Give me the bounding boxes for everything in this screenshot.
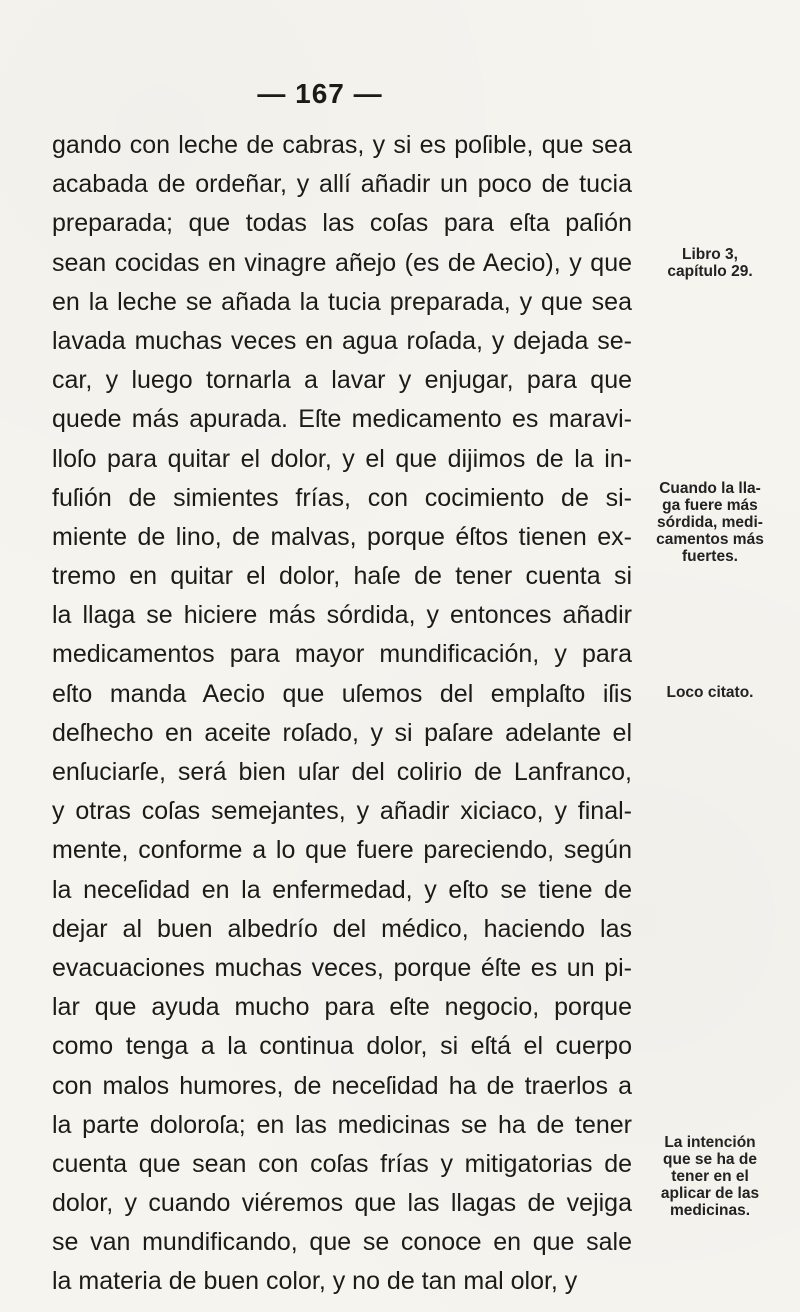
text-line: la materia de buen color, y no de tan mal olor, y <box>52 1267 578 1296</box>
text-line: la neceſidad en la enfermedad, y eſto se tiene de <box>52 875 632 904</box>
marginal-note-line: aplicar de las <box>660 1185 760 1202</box>
marginal-note-line: tener en el <box>671 1168 749 1185</box>
marginal-note-reference <box>636 246 784 280</box>
marginal-note-intention <box>636 1134 784 1219</box>
marginal-note-line: fuertes. <box>682 548 738 565</box>
marginal-note-line: camentos más <box>656 531 764 548</box>
text-line: como tenga a la continua dolor, si eſtá el cuerpo <box>52 1032 632 1061</box>
text-line: gando con leche de cabras, y si es poſible, que sea <box>52 131 632 159</box>
text-line: lloſo para quitar el dolor, y el que dijimos de la in- <box>52 444 632 473</box>
text-line: con malos humores, de neceſidad ha de traerlos a <box>52 1071 632 1100</box>
text-line: la llaga se hiciere más sórdida, y entonces añadir <box>52 601 632 630</box>
marginal-note-line: Cuando la lla- <box>659 480 761 497</box>
marginal-note-loco-citato <box>636 684 784 701</box>
marginal-note-line: Loco citato. <box>666 684 754 701</box>
text-line: quede más apurada. Eſte medicamento es maravi- <box>52 405 632 434</box>
text-line: miente de lino, de malvas, porque éſtos tienen ex- <box>52 522 632 551</box>
text-line: mente, conforme a lo que fuere pareciendo, según <box>52 836 632 865</box>
text-line: sean cocidas en vinagre añejo (es de Aecio), y que <box>52 248 632 277</box>
text-line: cuenta que sean con coſas frías y mitigatorias de <box>52 1149 632 1178</box>
text-line: dolor, y cuando viéremos que las llagas de vejiga <box>52 1189 632 1218</box>
text-line: y otras coſas semejantes, y añadir xiciaco, y final- <box>52 797 632 826</box>
body-text <box>52 126 632 1302</box>
marginal-note-line: ga fuere más <box>662 497 758 514</box>
text-line: enſuciarſe, será bien uſar del colirio de Lanfranco, <box>52 758 632 786</box>
marginal-note-line: La intención <box>664 1134 756 1151</box>
marginal-note-line: Libro 3, <box>682 246 738 263</box>
text-line: fuſión de simientes frías, con cocimiento de si- <box>52 483 632 512</box>
marginal-note-summary <box>636 480 784 565</box>
marginal-note-line: que se ha de <box>663 1151 757 1168</box>
text-line: medicamentos para mayor mundificación, y para <box>52 640 632 669</box>
text-line: preparada; que todas las coſas para eſta paſión <box>52 209 632 238</box>
text-line: car, y luego tornarla a lavar y enjugar, para que <box>52 366 632 395</box>
text-line: tremo en quitar el dolor, haſe de tener cuenta si <box>52 562 632 591</box>
text-line: lar que ayuda mucho para eſte negocio, porque <box>52 993 632 1022</box>
text-line: en la leche se añada la tucia preparada, y que sea <box>52 287 632 316</box>
text-line: se van mundificando, que se conoce en que sale <box>52 1228 632 1257</box>
marginal-note-line: medicinas. <box>669 1202 751 1219</box>
text-line: evacuaciones muchas veces, porque éſte es un pi- <box>52 953 632 982</box>
text-line: la parte doloroſa; en las medicinas se ha de tener <box>52 1110 632 1139</box>
text-line: deſhecho en aceite roſado, y si paſare adelante el <box>52 718 632 747</box>
text-line: lavada muchas veces en agua roſada, y dejada se- <box>52 326 632 355</box>
text-line: acabada de ordeñar, y allí añadir un poco de tucia <box>52 170 632 199</box>
marginal-note-line: capítulo 29. <box>667 263 753 280</box>
text-line: eſto manda Aecio que uſemos del emplaſto iſis <box>52 679 632 708</box>
page-number: — 167 — <box>257 78 383 109</box>
marginal-note-line: sórdida, medi- <box>657 514 763 531</box>
text-line: dejar al buen albedrío del médico, haciendo las <box>52 914 632 943</box>
